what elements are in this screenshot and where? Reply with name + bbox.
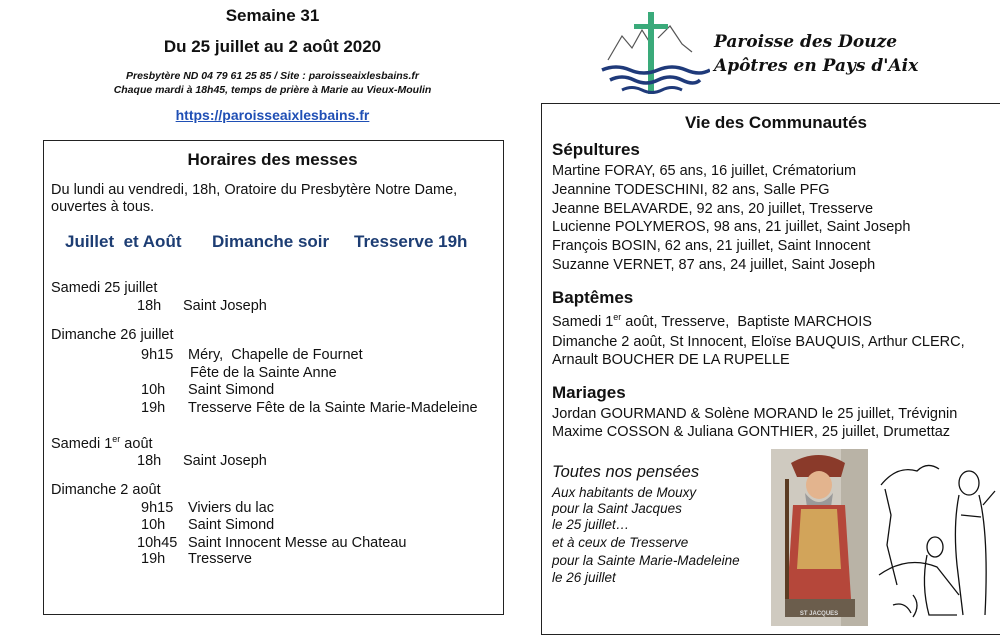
funerals-heading: Sépultures <box>552 140 640 159</box>
parish-logo <box>600 8 710 103</box>
mass-time: 9h15 <box>141 500 174 516</box>
mass-time: 19h <box>141 551 166 567</box>
mass-time: 10h45 <box>137 535 178 551</box>
community-title: Vie des Communautés <box>684 113 868 132</box>
weekday-line-1: Du lundi au vendredi, 18h, Oratoire du Presbytère Notre Dame, <box>51 182 458 198</box>
weekday-line-2: ouvertes à tous. <box>51 199 155 215</box>
summer-where: Tresserve 19h <box>354 232 468 251</box>
thoughts-heading: Toutes nos pensées <box>552 463 700 481</box>
weddings-heading: Mariages <box>552 383 626 402</box>
prayer-line: Chaque mardi à 18h45, temps de prière à Marie au Vieux-Moulin <box>113 84 432 96</box>
contact-line: Presbytère ND 04 79 61 25 85 / Site : paroisseaixlesbains.fr <box>126 70 419 82</box>
mass-time: 10h <box>141 517 166 533</box>
baptism-entry: Samedi 1er août, Tresserve, Baptiste MARCHOIS <box>552 312 872 330</box>
mass-place: Saint Joseph <box>183 453 267 469</box>
date-range: Du 25 juillet au 2 août 2020 <box>163 37 382 56</box>
day-label: Samedi 25 juillet <box>51 280 158 296</box>
wedding-entry: Maxime COSSON & Juliana GONTHIER, 25 juillet, Drumettaz <box>552 424 951 440</box>
mass-place: Saint Simond <box>188 517 275 533</box>
mass-place: Viviers du lac <box>188 500 274 516</box>
mass-place: Tresserve <box>188 551 252 567</box>
mass-time: 10h <box>141 382 166 398</box>
funeral-entry: Lucienne POLYMEROS, 98 ans, 21 juillet, Saint Joseph <box>552 219 911 235</box>
parish-name-line2: Apôtres en Pays d'Aix <box>714 56 919 76</box>
funeral-entry: Jeannine TODESCHINI, 82 ans, Salle PFG <box>552 182 830 198</box>
statue-label: ST JACQUES <box>799 611 839 617</box>
day-label: Samedi 1er août <box>51 434 153 452</box>
thought-line: le 25 juillet… <box>552 517 630 532</box>
day-label: Dimanche 26 juillet <box>51 327 174 343</box>
cross-waves-icon <box>600 8 710 103</box>
mass-time: 18h <box>137 453 162 469</box>
thought-line: et à ceux de Tresserve <box>552 535 689 550</box>
summer-when: Dimanche soir <box>212 232 330 251</box>
saint-jacques-statue-image <box>771 449 868 626</box>
mass-time: 18h <box>137 298 162 314</box>
week-title: Semaine 31 <box>225 6 320 25</box>
parish-name-line1: Paroisse des Douze <box>714 32 898 52</box>
mass-place: Fête de la Sainte Anne <box>190 365 337 381</box>
mass-place: Tresserve Fête de la Sainte Marie-Madeleine <box>188 400 478 416</box>
summer-label: Juillet et Août <box>65 232 182 251</box>
thought-line: pour la Saint Jacques <box>552 501 682 516</box>
mass-time: 19h <box>141 400 166 416</box>
mass-place: Saint Joseph <box>183 298 267 314</box>
baptisms-heading: Baptêmes <box>552 288 634 307</box>
funeral-entry: Jeanne BELAVARDE, 92 ans, 20 juillet, Tresserve <box>552 201 874 217</box>
wedding-entry: Jordan GOURMAND & Solène MORAND le 25 juillet, Trévignin <box>552 406 958 422</box>
mass-time: 9h15 <box>141 347 174 363</box>
funeral-entry: Suzanne VERNET, 87 ans, 24 juillet, Saint Joseph <box>552 257 876 273</box>
funeral-entry: Martine FORAY, 65 ans, 16 juillet, Crématorium <box>552 163 857 179</box>
mass-place: Saint Simond <box>188 382 275 398</box>
baptism-entry: Arnault BOUCHER DE LA RUPELLE <box>552 352 790 368</box>
mass-place: Méry, Chapelle de Fournet <box>188 347 363 363</box>
baptism-entry: Dimanche 2 août, St Innocent, Eloïse BAUQUIS, Arthur CLERC, <box>552 334 965 350</box>
biblical-line-drawing <box>877 455 1000 620</box>
thought-line: le 26 juillet <box>552 570 616 585</box>
website-link[interactable]: https://paroisseaixlesbains.fr <box>175 107 370 123</box>
funeral-entry: François BOSIN, 62 ans, 21 juillet, Saint Innocent <box>552 238 871 254</box>
thought-line: Aux habitants de Mouxy <box>552 485 697 500</box>
mass-schedule-title: Horaires des messes <box>187 150 358 169</box>
mass-place: Saint Innocent Messe au Chateau <box>188 535 407 551</box>
day-label: Dimanche 2 août <box>51 482 161 498</box>
thought-line: pour la Sainte Marie-Madeleine <box>552 553 740 568</box>
